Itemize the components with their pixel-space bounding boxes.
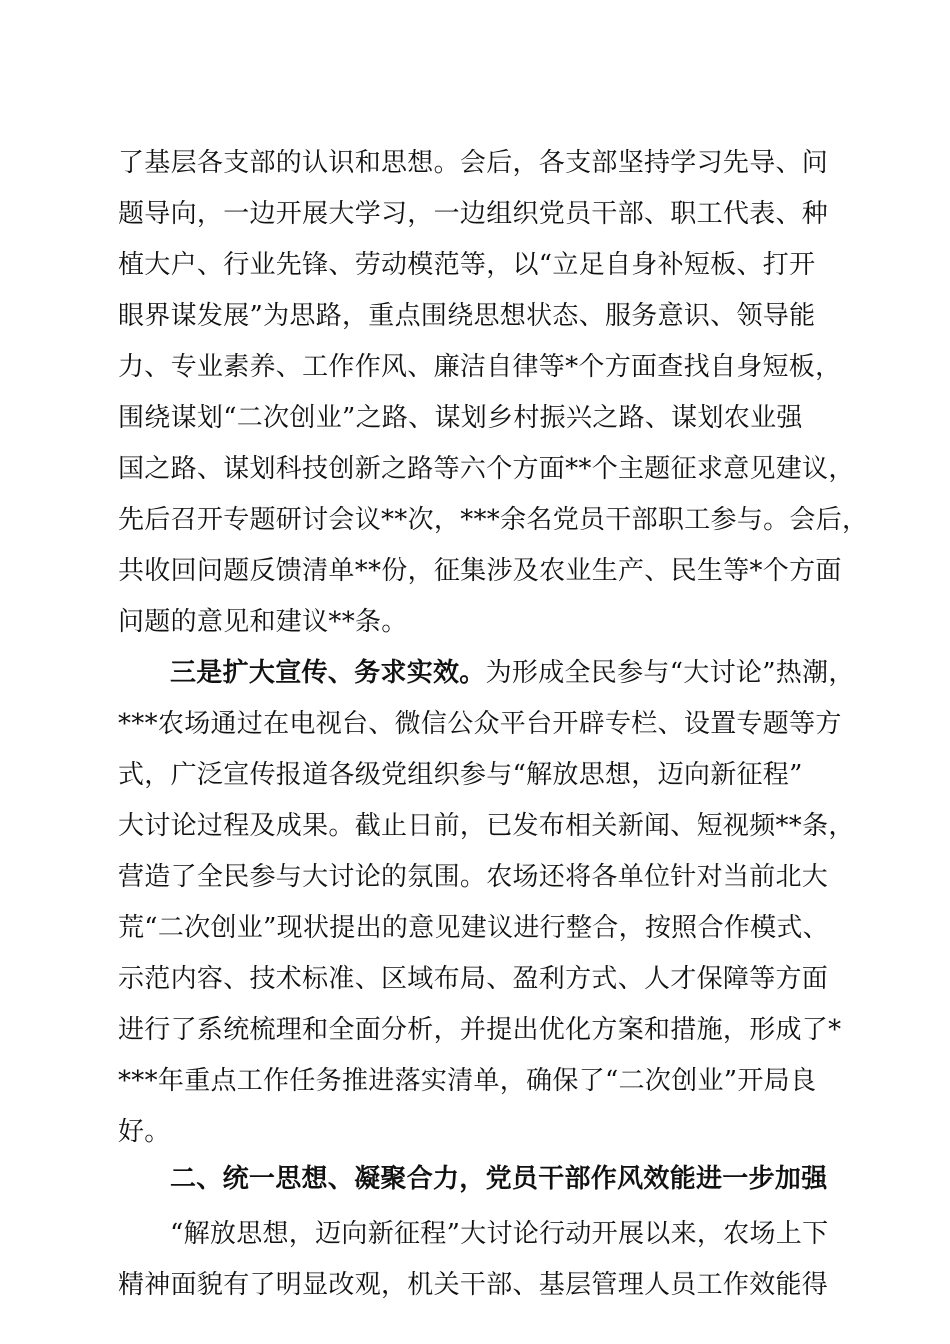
text-line: 荒“二次创业”现状提出的意见建议进行整合，按照合作模式、 <box>118 913 829 943</box>
text-line: 了基层各支部的认识和思想。会后，各支部坚持学习先导、问 <box>118 148 829 178</box>
text-line: 先后召开专题研讨会议**次，***余名党员干部职工参与。会后， <box>118 505 869 535</box>
paragraph-lead-rest: 为形成全民参与“大讨论”热潮， <box>485 658 855 688</box>
text-line: 围绕谋划“二次创业”之路、谋划乡村振兴之路、谋划农业强 <box>118 403 803 433</box>
text-line: 问题的意见和建议**条。 <box>118 607 408 637</box>
section-heading: 二、统一思想、凝聚合力，党员干部作风效能进一步加强 <box>170 1164 828 1194</box>
text-line: 示范内容、技术标准、区域布局、盈利方式、人才保障等方面 <box>118 964 829 994</box>
text-line: 好。 <box>118 1117 171 1147</box>
text-line: ***年重点工作任务推进落实清单，确保了“二次创业”开局良 <box>118 1066 817 1096</box>
text-line: 植大户、行业先锋、劳动模范等，以“立足自身补短板、打开 <box>118 250 816 280</box>
text-line: 题导向，一边开展大学习，一边组织党员干部、职工代表、种 <box>118 199 829 229</box>
text-line: 式，广泛宣传报道各级党组织参与“解放思想，迈向新征程” <box>118 760 803 790</box>
text-line: 精神面貌有了明显改观，机关干部、基层管理人员工作效能得 <box>118 1270 829 1300</box>
text-line-first <box>170 656 890 690</box>
paragraph-lead: 三是扩大宣传、务求实效。 <box>170 658 486 688</box>
text-line: 营造了全民参与大讨论的氛围。农场还将各单位针对当前北大 <box>118 862 829 892</box>
text-line: ***农场通过在电视台、微信公众平台开辟专栏、设置专题等方 <box>118 709 842 739</box>
text-line: 进行了系统梳理和全面分析，并提出优化方案和措施，形成了* <box>118 1015 842 1045</box>
text-line: “解放思想，迈向新征程”大讨论行动开展以来，农场上下 <box>170 1219 829 1249</box>
text-line: 力、专业素养、工作作风、廉洁自律等*个方面查找自身短板， <box>118 352 842 382</box>
text-line: 眼界谋发展”为思路，重点围绕思想状态、服务意识、领导能 <box>118 301 816 331</box>
text-line: 大讨论过程及成果。截止日前，已发布相关新闻、短视频**条， <box>118 811 855 841</box>
text-line: 国之路、谋划科技创新之路等六个方面**个主题征求意见建议， <box>118 454 855 484</box>
text-line: 共收回问题反馈清单**份，征集涉及农业生产、民生等*个方面 <box>118 556 842 586</box>
